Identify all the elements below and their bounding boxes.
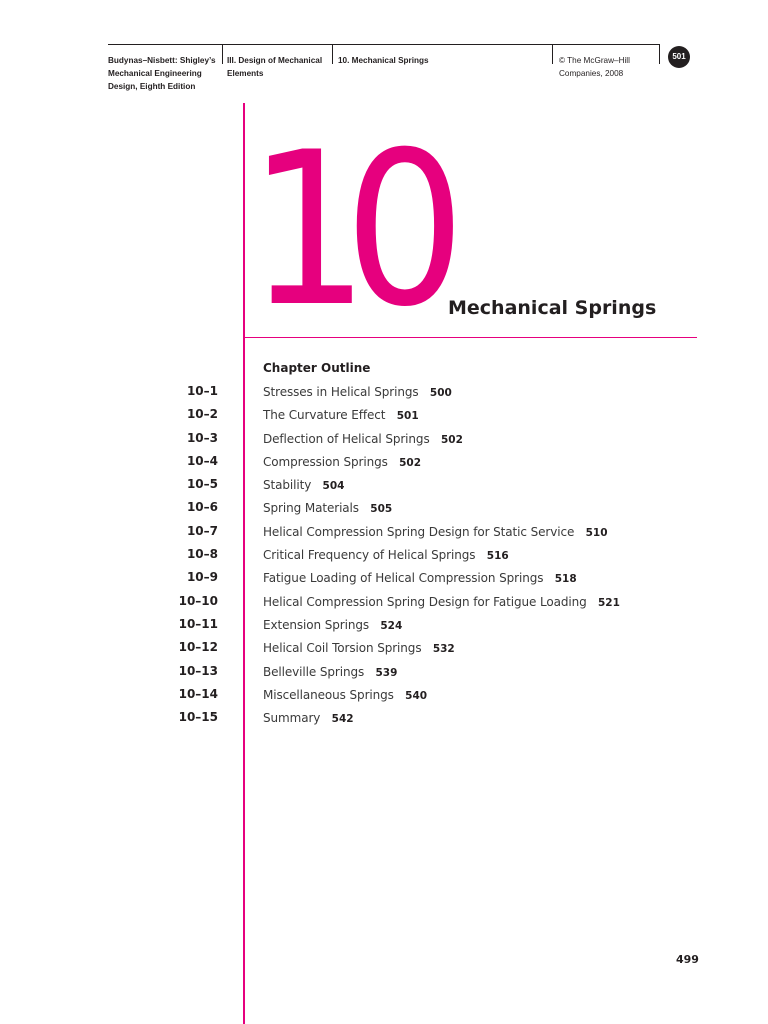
section-page-number: 502 — [399, 456, 422, 469]
section-entry[interactable] — [263, 687, 427, 704]
section-page-number: 540 — [405, 689, 428, 702]
section-title[interactable]: Compression Springs — [263, 454, 388, 469]
section-number: 10–7 — [186, 523, 218, 538]
header-publisher-line: Companies, 2008 — [559, 69, 624, 78]
header-part-line: III. Design of Mechanical — [227, 56, 323, 65]
section-entry[interactable] — [263, 547, 509, 564]
outline-heading: Chapter Outline — [263, 361, 371, 375]
outline-item[interactable] — [0, 661, 768, 684]
section-number: 10–10 — [178, 593, 218, 608]
section-number: 10–6 — [186, 500, 218, 515]
section-title[interactable]: Stability — [263, 478, 312, 493]
section-entry[interactable] — [263, 477, 344, 494]
header-book-line: Budynas–Nisbett: Shigley’s — [108, 56, 216, 65]
section-title[interactable]: Deflection of Helical Springs — [263, 431, 430, 446]
running-header — [108, 44, 660, 91]
header-publisher-info — [552, 44, 660, 78]
outline-item[interactable] — [0, 544, 768, 567]
outline-item[interactable] — [0, 381, 768, 404]
header-publisher-line: © The McGraw–Hill — [559, 56, 630, 65]
section-number: 10–12 — [178, 640, 218, 655]
section-entry[interactable] — [263, 570, 577, 587]
section-entry[interactable] — [263, 407, 419, 424]
section-page-number: 505 — [370, 503, 393, 516]
section-page-number: 521 — [597, 596, 620, 609]
outline-item[interactable] — [0, 614, 768, 637]
section-entry[interactable] — [263, 710, 354, 727]
section-entry[interactable] — [263, 431, 463, 448]
outline-item[interactable] — [0, 428, 768, 451]
section-entry[interactable] — [263, 594, 620, 611]
section-entry[interactable] — [263, 454, 421, 471]
section-page-number: 524 — [380, 619, 403, 632]
section-page-number: 510 — [585, 526, 608, 539]
outline-item[interactable] — [0, 521, 768, 544]
section-entry[interactable] — [263, 500, 392, 517]
header-book-info — [108, 44, 222, 91]
section-page-number: 542 — [331, 713, 354, 726]
section-number: 10–3 — [186, 430, 218, 445]
header-book-line: Design, Eighth Edition — [108, 82, 196, 91]
section-number: 10–5 — [186, 477, 218, 492]
section-number: 10–14 — [178, 686, 218, 701]
section-number: 10–8 — [186, 547, 218, 562]
page-number: 499 — [676, 953, 699, 966]
section-number: 10–11 — [178, 616, 218, 631]
header-chapter-line: 10. Mechanical Springs — [338, 56, 429, 65]
section-entry[interactable] — [263, 384, 452, 401]
section-title[interactable]: Belleville Springs — [263, 664, 365, 679]
section-number: 10–9 — [186, 570, 218, 585]
chapter-title: Mechanical Springs — [448, 297, 657, 319]
section-number: 10–15 — [178, 710, 218, 725]
header-part-info — [222, 44, 332, 78]
section-page-number: 532 — [432, 643, 455, 656]
chapter-number: 10 — [248, 106, 441, 353]
section-page-number: 502 — [440, 433, 463, 446]
header-book-line: Mechanical Engineering — [108, 69, 202, 78]
outline-item[interactable] — [0, 474, 768, 497]
section-number: 10–1 — [186, 384, 218, 398]
outline-item[interactable] — [0, 451, 768, 474]
section-entry[interactable] — [263, 617, 402, 634]
section-number: 10–2 — [186, 407, 218, 422]
section-page-number: 539 — [375, 666, 398, 679]
header-chapter-info — [332, 44, 552, 64]
header-part-line: Elements — [227, 69, 264, 78]
section-page-number: 500 — [429, 387, 452, 399]
section-title[interactable]: Helical Compression Spring Design for Static Service — [263, 524, 575, 539]
section-title[interactable]: Extension Springs — [263, 617, 370, 632]
section-page-number: 518 — [554, 573, 577, 586]
outline-item[interactable] — [0, 404, 768, 427]
section-title[interactable]: Helical Compression Spring Design for Fatigue Loading — [263, 594, 587, 609]
outline-item[interactable] — [0, 591, 768, 614]
outline-item[interactable] — [0, 684, 768, 707]
section-title[interactable]: Critical Frequency of Helical Springs — [263, 548, 476, 563]
chapter-outline-list — [0, 381, 768, 730]
section-title[interactable]: Helical Coil Torsion Springs — [263, 641, 422, 656]
section-title[interactable]: Miscellaneous Springs — [263, 687, 394, 702]
outline-item[interactable] — [0, 707, 768, 730]
section-entry[interactable] — [263, 640, 455, 657]
outline-item[interactable] — [0, 567, 768, 590]
section-number: 10–4 — [186, 453, 218, 468]
section-title[interactable]: Stresses in Helical Springs — [263, 385, 419, 399]
outline-item[interactable] — [0, 497, 768, 520]
section-title[interactable]: Spring Materials — [263, 501, 359, 516]
outline-item[interactable] — [0, 637, 768, 660]
section-page-number: 501 — [396, 410, 419, 423]
section-page-number: 504 — [322, 480, 345, 493]
folio-badge: 501 — [668, 46, 690, 68]
section-title[interactable]: The Curvature Effect — [263, 408, 386, 423]
section-title[interactable]: Fatigue Loading of Helical Compression Springs — [263, 571, 544, 586]
section-entry[interactable] — [263, 664, 397, 681]
section-entry[interactable] — [263, 524, 608, 541]
section-number: 10–13 — [178, 663, 218, 678]
section-page-number: 516 — [486, 550, 509, 563]
section-title[interactable]: Summary — [263, 711, 321, 726]
